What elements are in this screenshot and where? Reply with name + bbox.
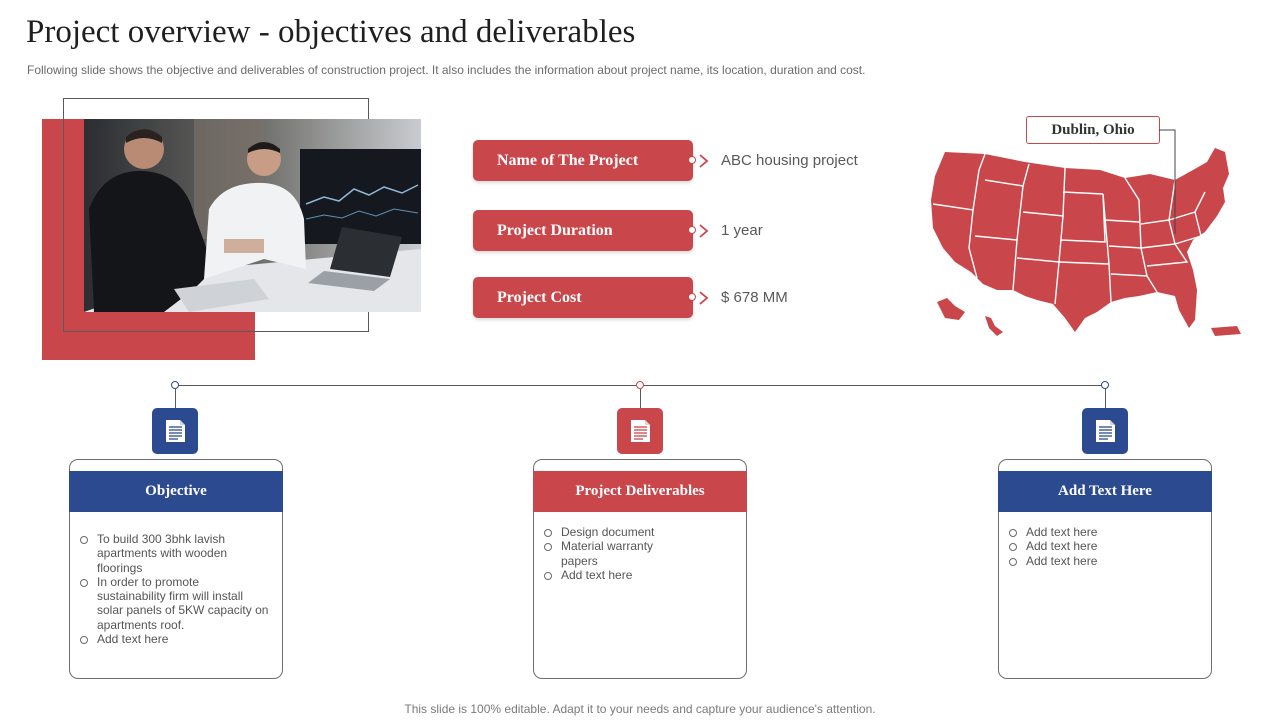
project-duration-value: 1 year (721, 222, 763, 239)
timeline-node (171, 381, 179, 389)
chevron-right-icon (698, 291, 710, 305)
list-item: Add text here (534, 568, 704, 582)
project-name-value: ABC housing project (721, 152, 858, 169)
project-cost-label: Project Cost (473, 277, 693, 318)
document-icon (152, 408, 198, 454)
page-subtitle: Following slide shows the objective and deliverables of construction project. It also includes the information about project name, its location, duration and cost. (27, 63, 866, 77)
project-cost-value: $ 678 MM (721, 289, 788, 306)
location-pointer-line (1159, 128, 1179, 236)
list-item: Material warranty papers (534, 539, 661, 568)
document-icon (1082, 408, 1128, 454)
timeline-stem (640, 389, 641, 410)
list-item: To build 300 3bhk lavish apartments with wooden floorings (70, 532, 270, 575)
connector-dot (688, 293, 696, 301)
deliverables-heading: Project Deliverables (533, 471, 747, 512)
document-icon (617, 408, 663, 454)
connector-dot (688, 226, 696, 234)
timeline-node (1101, 381, 1109, 389)
add-text-heading: Add Text Here (998, 471, 1212, 512)
list-item: Add text here (999, 539, 1189, 553)
project-name-label: Name of The Project (473, 140, 693, 181)
list-item: Design document (534, 525, 704, 539)
objective-list (70, 532, 270, 646)
location-label: Dublin, Ohio (1026, 116, 1160, 144)
timeline-node (636, 381, 644, 389)
meeting-photo (84, 119, 421, 312)
timeline-stem (1105, 389, 1106, 410)
list-item: Add text here (999, 525, 1189, 539)
objective-heading: Objective (69, 471, 283, 512)
page-title: Project overview - objectives and deliverables (26, 14, 636, 50)
add-text-list (999, 525, 1189, 568)
chevron-right-icon (698, 154, 710, 168)
list-item: Add text here (70, 632, 270, 646)
project-duration-label: Project Duration (473, 210, 693, 251)
footer-note: This slide is 100% editable. Adapt it to your needs and capture your audience's attention. (404, 702, 876, 716)
usa-map (925, 140, 1260, 345)
list-item: Add text here (999, 554, 1189, 568)
list-item: In order to promote sustainability firm will install solar panels of 5KW capacity on apartments roof. (70, 575, 270, 632)
deliverables-list (534, 525, 704, 582)
timeline-stem (175, 389, 176, 410)
chevron-right-icon (698, 224, 710, 238)
connector-dot (688, 156, 696, 164)
